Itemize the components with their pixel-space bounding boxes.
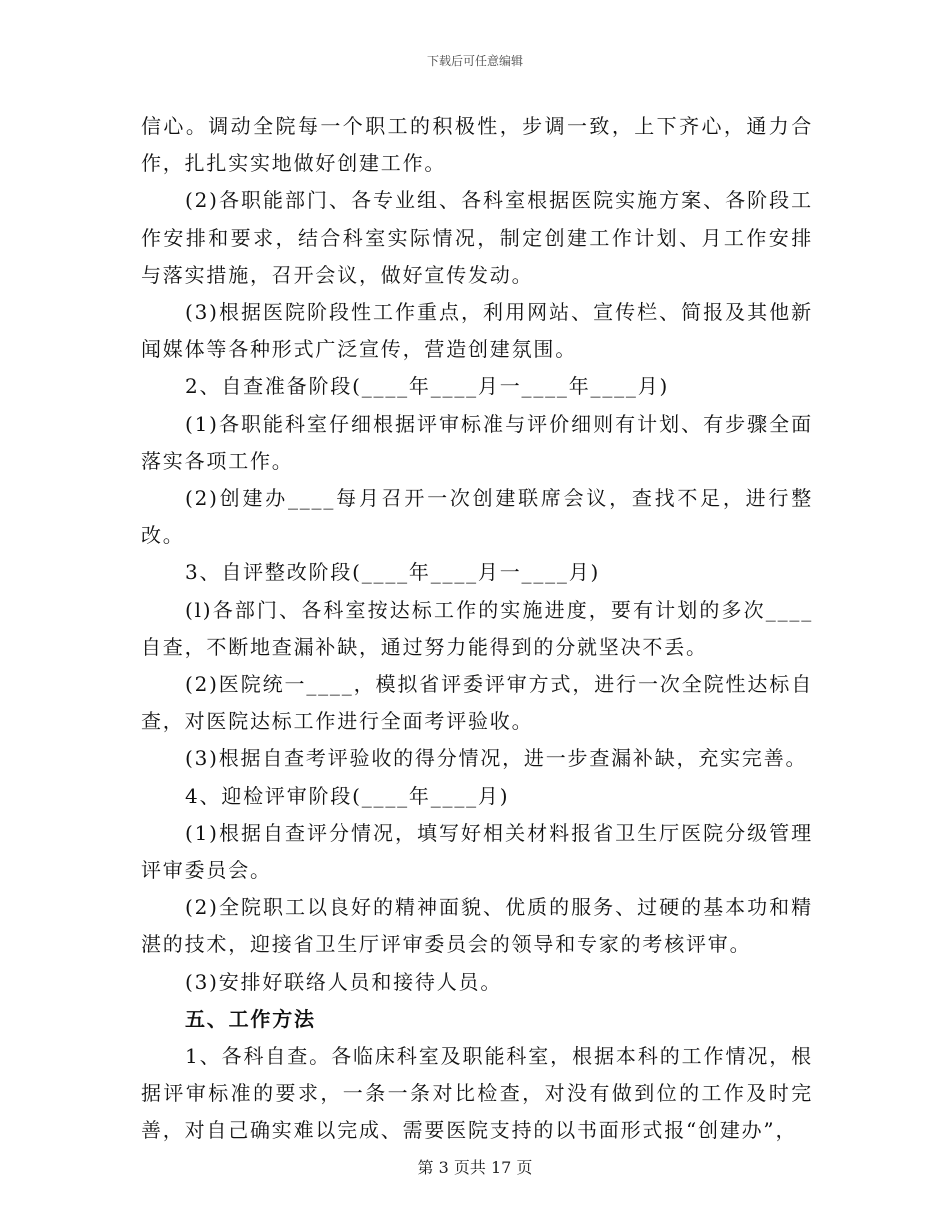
body-paragraph: (2)创建办____每月召开一次创建联席会议，查找不足，进行整改。 <box>141 486 813 548</box>
body-paragraph: 信心。调动全院每一个职工的积极性，步调一致，上下齐心，通力合作，扎扎实实地做好创建工作。 <box>141 114 813 176</box>
body-paragraph: (3)安排好联络人员和接待人员。 <box>185 969 503 994</box>
stage-heading: 3、自评整改阶段(____年____月一____月) <box>185 560 601 585</box>
body-paragraph: (2)各职能部门、各专业组、各科室根据医院实施方案、各阶段工作安排和要求，结合科室实际情况，制定创建工作计划、月工作安排与落实措施，召开会议，做好宣传发动。 <box>141 188 813 287</box>
body-paragraph: (1)根据自查评分情况，填写好相关材料报省卫生厅医院分级管理评审委员会。 <box>141 820 813 883</box>
body-paragraph: (2)医院统一____，模拟省评委评审方式，进行一次全院性达标自查，对医院达标工作进行全面考评验收。 <box>141 672 813 734</box>
body-paragraph: (3)根据自查考评验收的得分情况，进一步查漏补缺，充实完善。 <box>185 746 808 771</box>
section-heading: 五、工作方法 <box>185 1006 316 1031</box>
body-paragraph: (2)全院职工以良好的精神面貌、优质的服务、过硬的基本功和精湛的技术，迎接省卫生厅评审委员会的领导和专家的考核评审。 <box>141 895 813 957</box>
body-paragraph: 1、各科自查。各临床科室及职能科室，根据本科的工作情况，根据评审标准的要求，一条一条对比检查，对没有做到位的工作及时完善，对自己确实难以完成、需要医院支持的以书面形式报“创建办”， <box>141 1044 813 1143</box>
stage-heading: 4、迎检评审阶段(____年____月) <box>185 783 510 808</box>
body-paragraph: (l)各部门、各科室按达标工作的实施进度，要有计划的多次____自查，不断地查漏补缺，通过努力能得到的分就坚决不丢。 <box>141 597 813 659</box>
document-body <box>141 108 813 1150</box>
page-footer: 第 3 页共 17 页 <box>417 1158 533 1177</box>
body-paragraph: (3)根据医院阶段性工作重点，利用网站、宣传栏、简报及其他新闻媒体等各种形式广泛宣传，营造创建氛围。 <box>141 300 813 362</box>
stage-heading: 2、自查准备阶段(____年____月一____年____月) <box>185 374 670 399</box>
body-paragraph: (1)各职能科室仔细根据评审标准与评价细则有计划、有步骤全面落实各项工作。 <box>141 411 813 473</box>
page-header: 下载后可任意编辑 <box>426 54 523 68</box>
